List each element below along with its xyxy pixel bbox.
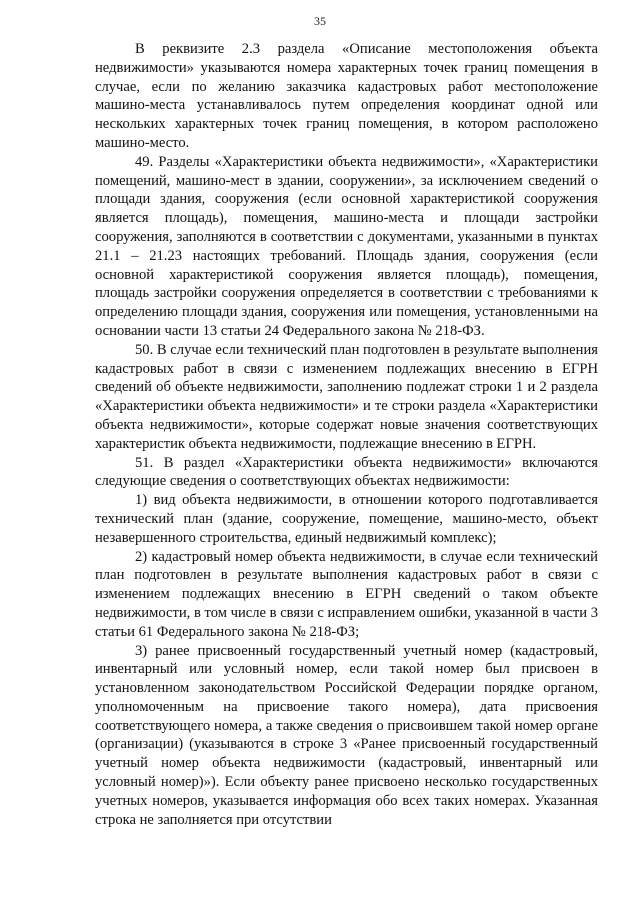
paragraph-49: 49. Разделы «Характеристики объекта недвижимости», «Характеристики помещений, машино-мест в здании, сооружении», за исключением сведений о площади здания, сооружения (если основной характеристикой сооружения является площадь), помещения, машино-места и площади застройки сооружения, заполняются в соответствии с документами, указанными в пунктах 21.1 – 21.23 настоящих требований. Площадь здания, сооружения (если основной характеристикой сооружения является площадь), помещения, площадь застройки сооружения определяется в соответствии с требованиями к определению площади здания, сооружения или помещения, установленными на основании части 13 статьи 24 Федерального закона № 218-ФЗ. — [95, 153, 598, 339]
paragraph-51: 51. В раздел «Характеристики объекта недвижимости» включаются следующие сведения о соответствующих объектах недвижимости: — [95, 454, 598, 490]
page-number: 35 — [314, 14, 326, 28]
paragraph-requisite-2-3: В реквизите 2.3 раздела «Описание местоположения объекта недвижимости» указываются номера характерных точек границ помещения в случае, если по желанию заказчика кадастровых работ местоположение машино-места устанавливалось путем определения координат одной или нескольких характерных точек границ помещения, в котором расположено машино-место. — [95, 41, 598, 151]
list-item-2: 2) кадастровый номер объекта недвижимости, в случае если технический план подготовлен в результате выполнения кадастровых работ в связи с изменением подлежащих внесению в ЕГРН сведений о таком объекте недвижимости, в том числе в связи с исправлением ошибки, указанной в части 3 статьи 61 Федерального закона № 218-ФЗ; — [95, 548, 598, 640]
paragraph-50: 50. В случае если технический план подготовлен в результате выполнения кадастровых работ в связи с изменением подлежащих внесению в ЕГРН сведений об объекте недвижимости, заполнению подлежат строки 1 и 2 раздела «Характеристики объекта недвижимости» и те строки раздела «Характеристики объекта недвижимости», которые содержат новые значения соответствующих характеристик объекта недвижимости, подлежащие внесению в ЕГРН. — [95, 341, 598, 452]
list-item-3: 3) ранее присвоенный государственный учетный номер (кадастровый, инвентарный или условный номер, если такой номер был присвоен в установленном законодательством Российской Федерации порядке органом, уполномоченным на присвоение такого номера), дата присвоения соответствующего номера, а также сведения о присвоившем такой номер органе (организации) (указываются в строке 3 «Ранее присвоенный государственный учетный номер объекта недвижимости (кадастровый, инвентарный или условный номер)»). Если объекту ранее присвоено несколько государственных учетных номеров, указывается информация обо всех таких номерах. Указанная строка не заполняется при отсутствии — [95, 642, 598, 828]
document-body — [95, 40, 598, 829]
list-item-1: 1) вид объекта недвижимости, в отношении которого подготавливается технический план (здание, сооружение, помещение, машино-место, объект незавершенного строительства, единый недвижимый комплекс); — [95, 492, 598, 546]
